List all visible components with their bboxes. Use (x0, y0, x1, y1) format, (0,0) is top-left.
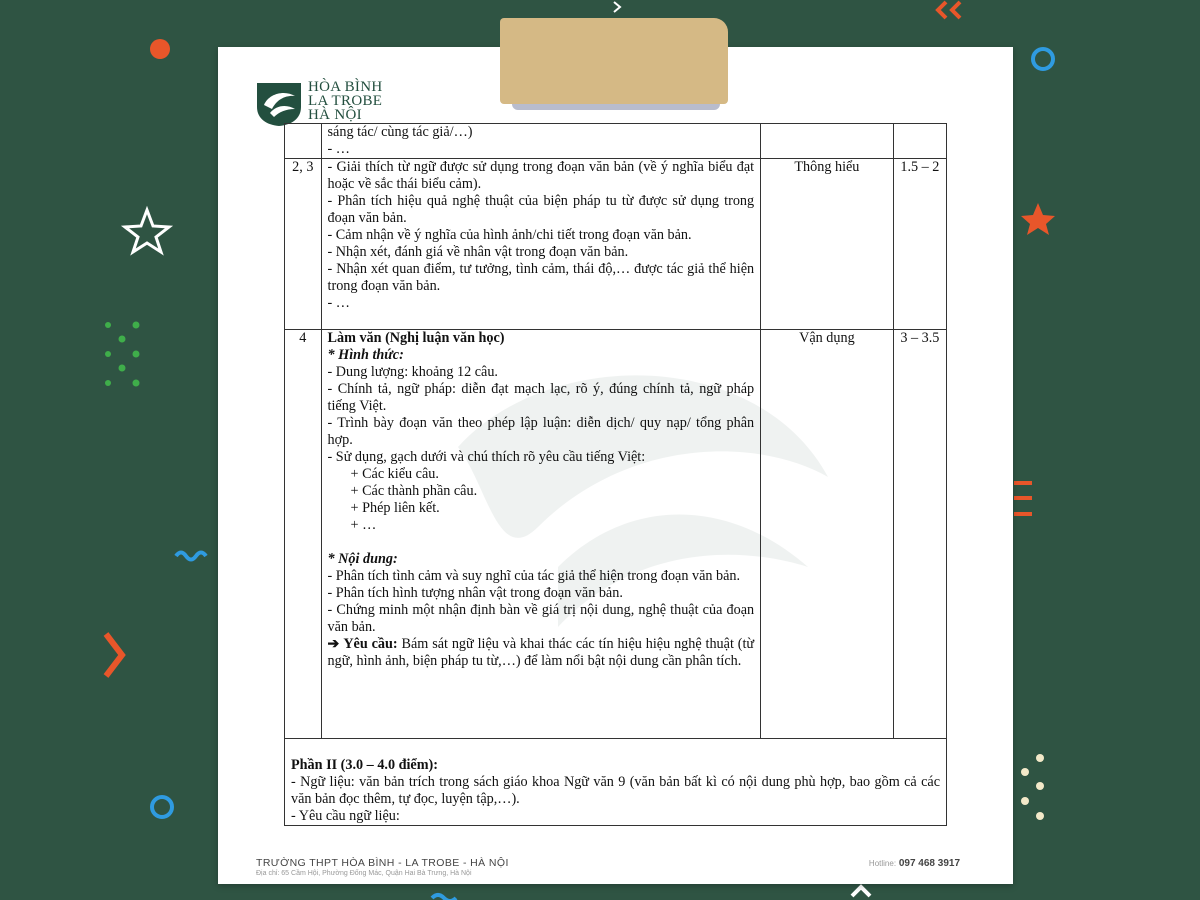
arrow-icon: ➔ (327, 636, 340, 652)
question-number: 2, 3 (285, 159, 322, 330)
table-row (285, 739, 947, 826)
chevron-decoration (614, 2, 620, 12)
cell-text: - Chứng minh một nhận định bàn về giá trị nội dung, nghệ thuật của đoạn văn bản. (327, 602, 755, 635)
footer-hotline (869, 858, 960, 869)
chevron-decoration (938, 2, 960, 18)
logo-line: HÀ NỘI (308, 107, 362, 123)
cell-text: - Dung lượng: khoảng 12 câu. (327, 364, 498, 380)
cell-text: - Cảm nhận về ý nghĩa của hình ảnh/chi tiết trong đoạn văn bản. (327, 227, 692, 243)
cognitive-level: Vận dụng (761, 330, 894, 739)
document-page (218, 47, 1013, 884)
sub-item: + Các kiểu câu. (350, 466, 439, 482)
cell-text: - Phân tích hiệu quả nghệ thuật của biện pháp tu từ được sử dụng trong đoạn văn bản. (327, 193, 755, 226)
points: 3 – 3.5 (893, 330, 946, 739)
table-row (285, 330, 947, 739)
logo-line: LA TROBE (308, 93, 383, 109)
subsection-heading: * Hình thức: (327, 347, 404, 363)
cell-text: - Chính tả, ngữ pháp: diễn đạt mạch lạc, rõ ý, đúng chính tả, ngữ pháp tiếng Việt. (327, 381, 755, 414)
orange-dot-decoration (150, 39, 170, 59)
question-number: 4 (285, 330, 322, 739)
cell-text: - … (327, 295, 350, 311)
chevron-up-decoration (852, 887, 870, 896)
blue-ring-decoration (1033, 49, 1053, 69)
cell-text: - Sử dụng, gạch dưới và chú thích rõ yêu cầu tiếng Việt: (327, 449, 646, 465)
requirement-label: Yêu cầu: (343, 636, 398, 652)
cell-text: - Nhận xét, đánh giá về nhân vật trong đoạn văn bản. (327, 244, 629, 260)
cell-text: - … (327, 141, 350, 157)
sub-item: + Phép liên kết. (350, 500, 440, 516)
requirement-text (328, 636, 755, 670)
wave-decoration (432, 895, 456, 900)
cell-text: sáng tác/ cùng tác giả/…) (327, 124, 473, 140)
school-name-logo (308, 80, 383, 122)
footer-address: Địa chỉ: 65 Cầm Hội, Phường Đống Mác, Quận Hai Bà Trưng, Hà Nội (256, 870, 472, 877)
cell-text: - Yêu cầu ngữ liệu: (291, 808, 400, 824)
sub-item: + Các thành phần câu. (350, 483, 478, 499)
cell-text: - Phân tích tình cảm và suy nghĩ của tác giả thể hiện trong đoạn văn bản. (327, 568, 741, 584)
table-row (285, 124, 947, 159)
exam-matrix-table (284, 123, 947, 826)
dot-grid-decoration (1021, 754, 1044, 820)
blue-ring-decoration (152, 797, 172, 817)
cell-text: - Ngữ liệu: văn bản trích trong sách giáo khoa Ngữ văn 9 (văn bản bất kì có nội dung phù hợp, bao gồm cả các văn bản đọc thêm, tự đọc, luyện tập,…). (291, 774, 940, 807)
hotline-number: 097 468 3917 (898, 858, 960, 869)
logo-line: HÒA BÌNH (308, 79, 383, 95)
star-outline-decoration (125, 210, 169, 252)
hotline-label: Hotline: (868, 859, 897, 868)
star-decoration (1021, 203, 1055, 235)
subsection-heading: * Nội dung: (327, 551, 398, 567)
section-heading: Phần II (3.0 – 4.0 điểm): (291, 757, 439, 773)
school-logo-icon (255, 81, 303, 127)
section-heading: Làm văn (Nghị luận văn học) (327, 330, 505, 346)
sub-item: + … (350, 517, 377, 533)
table-row (285, 159, 947, 330)
cell-text: - Phân tích hình tượng nhân vật trong đoạn văn bản. (327, 585, 623, 601)
cell-text: - Trình bày đoạn văn theo phép lập luận: diễn dịch/ quy nạp/ tổng phân hợp. (327, 415, 755, 448)
footer-school-name: TRƯỜNG THPT HÒA BÌNH - LA TROBE - HÀ NỘI (256, 857, 509, 869)
chevron-decoration (106, 634, 122, 676)
cell-text: - Giải thích từ ngữ được sử dụng trong đoạn văn bản (về ý nghĩa biểu đạt hoặc về sắc thái biểu cảm). (327, 159, 755, 192)
points: 1.5 – 2 (893, 159, 946, 330)
cell-text: - Nhận xét quan điểm, tư tưởng, tình cảm, thái độ,… được tác giả thể hiện trong đoạn văn bản. (327, 261, 755, 294)
folder-tab-decoration (500, 18, 728, 104)
cell-text: Bám sát ngữ liệu và khai thác các tín hiệu hiệu nghệ thuật (từ ngữ, hình ảnh, biện pháp tu từ,…) để làm nổi bật nội dung cần phân tích. (327, 636, 755, 669)
lines-decoration (1014, 481, 1032, 516)
wave-decoration (176, 553, 206, 560)
cognitive-level: Thông hiểu (761, 159, 894, 330)
dot-grid-decoration (105, 322, 140, 387)
